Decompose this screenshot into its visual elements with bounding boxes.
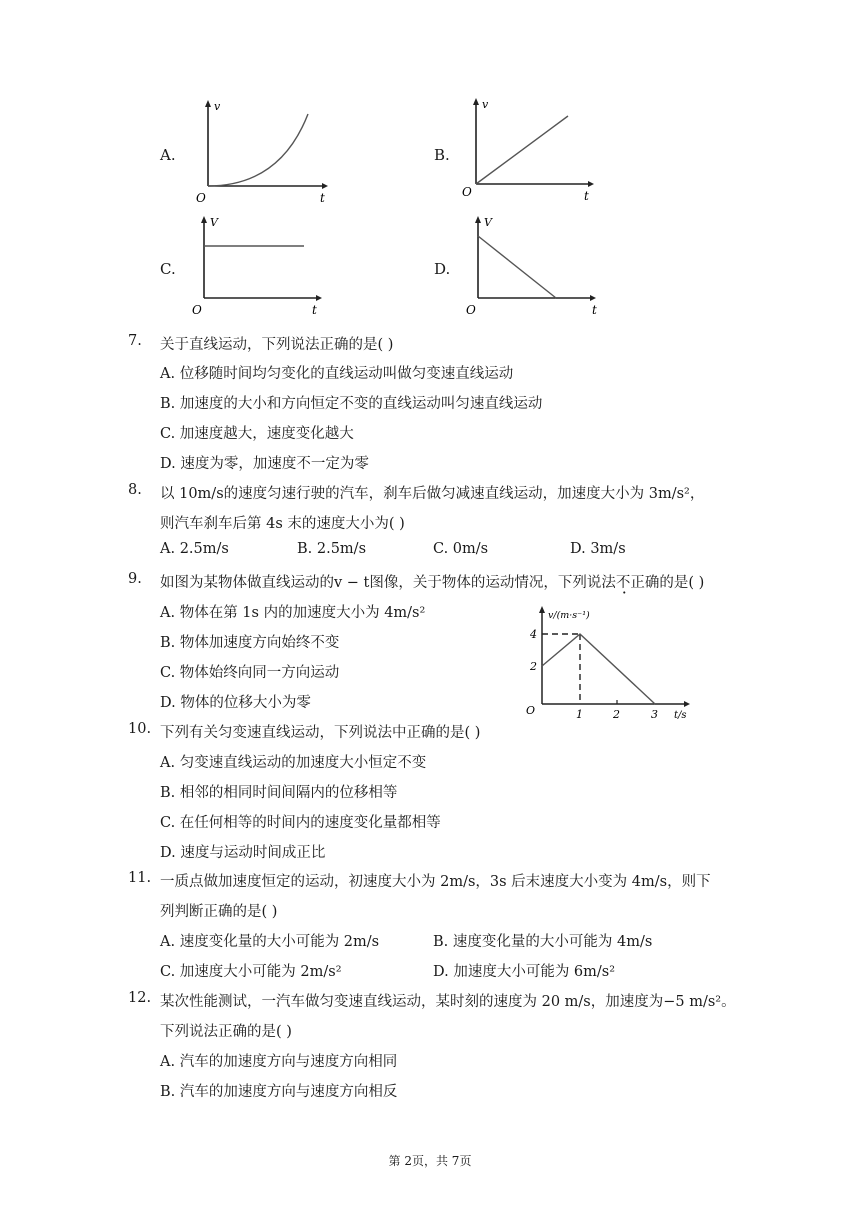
q11-stem-line1: 一质点做加速度恒定的运动，初速度大小为 2m/s，3s 后末速度大小变为 4m/s，则下: [160, 874, 711, 890]
q10-option-c: C. 在任何相等的时间内的速度变化量都相等: [160, 815, 441, 831]
graph-d-origin: O: [466, 303, 476, 317]
q11-number: 11.: [128, 870, 152, 886]
graph-option-d-label: D.: [434, 260, 451, 278]
q9-chart-origin: O: [526, 704, 536, 717]
q10-stem: 下列有关匀变速直线运动，下列说法中正确的是( ): [160, 725, 481, 741]
graph-option-c-label: C.: [160, 260, 176, 278]
graph-d-t-label: t: [592, 303, 597, 317]
graph-option-a-label: A.: [160, 146, 176, 164]
graph-d-v-label: V: [484, 216, 492, 229]
q7-stem: 关于直线运动，下列说法正确的是( ): [160, 337, 394, 353]
q9-option-a: A. 物体在第 1s 内的加速度大小为 4m/s²: [160, 605, 426, 621]
q7-option-b: B. 加速度的大小和方向恒定不变的直线运动叫匀速直线运动: [160, 396, 543, 412]
q10-option-b: B. 相邻的相同时间间隔内的位移相等: [160, 785, 398, 801]
q12-option-a: A. 汽车的加速度方向与速度方向相同: [160, 1054, 398, 1070]
graph-d: [462, 214, 608, 320]
q12-stem-line1: 某次性能测试，一汽车做匀变速直线运动，某时刻的速度为 20 m/s，加速度为−5 m/s²。: [160, 994, 736, 1010]
q11-option-c: C. 加速度大小可能为 2m/s²: [160, 964, 342, 980]
q8-option-d: D. 3m/s: [570, 541, 626, 557]
q9-chart-xtick-2: 2: [613, 708, 620, 720]
q9-vt-chart: [524, 604, 700, 720]
q7-option-c: C. 加速度越大，速度变化越大: [160, 426, 354, 442]
q9-option-d: D. 物体的位移大小为零: [160, 695, 311, 711]
graph-b-v-label: v: [482, 98, 489, 111]
q9-number: 9.: [128, 571, 142, 587]
q8-stem-line2: 则汽车刹车后第 4s 末的速度大小为( ): [160, 516, 405, 532]
q9-option-c: C. 物体始终向同一方向运动: [160, 665, 340, 681]
graph-b: [460, 96, 600, 206]
q8-number: 8.: [128, 482, 142, 498]
q11-option-d: D. 加速度大小可能为 6m/s²: [433, 964, 616, 980]
graph-a-origin: O: [196, 191, 206, 205]
q9-chart-xlabel: t/s: [674, 710, 687, 720]
q11-stem-line2: 列判断正确的是( ): [160, 904, 278, 920]
q7-option-d: D. 速度为零，加速度不一定为零: [160, 456, 369, 472]
graph-b-t-label: t: [584, 189, 589, 203]
q10-option-a: A. 匀变速直线运动的加速度大小恒定不变: [160, 755, 427, 771]
q9-chart-ylabel: v/(m·s⁻¹): [548, 610, 590, 621]
q10-option-d: D. 速度与运动时间成正比: [160, 845, 326, 861]
graph-a-t-label: t: [320, 191, 325, 205]
q7-option-a: A. 位移随时间均匀变化的直线运动叫做匀变速直线运动: [160, 366, 514, 382]
q7-number: 7.: [128, 333, 142, 349]
q9-chart-xtick-1: 1: [576, 708, 583, 720]
q11-option-a: A. 速度变化量的大小可能为 2m/s: [160, 934, 380, 950]
graph-c-t-label: t: [312, 303, 317, 317]
q8-option-c: C. 0m/s: [433, 541, 489, 557]
graph-a-v-label: v: [214, 100, 221, 113]
q8-stem-line1: 以 10m/s的速度匀速行驶的汽车，刹车后做匀减速直线运动，加速度大小为 3m/s²，: [160, 486, 705, 502]
graph-b-origin: O: [462, 185, 472, 199]
graph-c: [188, 214, 328, 320]
q9-stem: 如图为某物体做直线运动的v − t图像，关于物体的运动情况，下列说法不正确的是( ): [160, 575, 705, 591]
q8-option-a: A. 2.5m/s: [160, 541, 229, 557]
page-footer: 第 2页，共 7页: [388, 1154, 472, 1168]
q11-option-b: B. 速度变化量的大小可能为 4m/s: [433, 934, 653, 950]
q12-stem-line2: 下列说法正确的是( ): [160, 1024, 292, 1040]
q9-chart-xtick-3: 3: [651, 708, 658, 720]
q10-number: 10.: [128, 721, 152, 737]
q8-option-b: B. 2.5m/s: [297, 541, 367, 557]
graph-c-origin: O: [192, 303, 202, 317]
q12-option-b: B. 汽车的加速度方向与速度方向相反: [160, 1084, 398, 1100]
q9-option-b: B. 物体加速度方向始终不变: [160, 635, 340, 651]
q9-chart-ytick-2: 2: [530, 660, 537, 673]
graph-a: [190, 98, 330, 208]
graph-option-b-label: B.: [434, 146, 450, 164]
q12-number: 12.: [128, 990, 152, 1006]
q9-emphasis-char: 不: [615, 575, 631, 591]
q9-chart-ytick-4: 4: [530, 628, 537, 641]
graph-c-v-label: V: [210, 216, 218, 229]
